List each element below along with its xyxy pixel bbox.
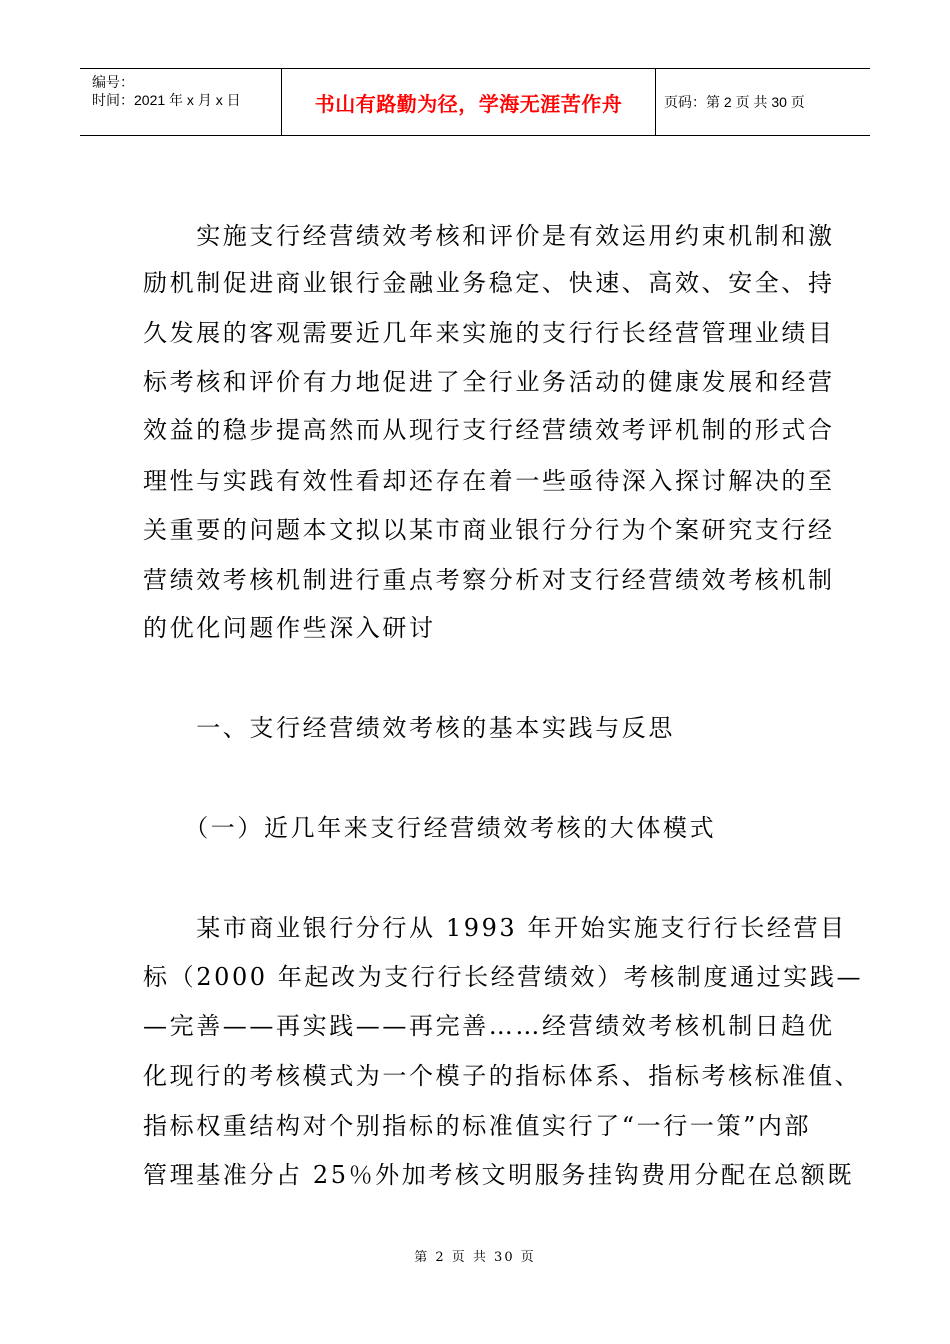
header-page-cell xyxy=(656,69,870,135)
header-motto-cell xyxy=(282,69,656,135)
paragraph-line: —完善——再实践——再完善……经营绩效考核机制日趋优 xyxy=(143,1012,835,1040)
paragraph-line: 效益的稳步提高然而从现行支行经营绩效考评机制的形式合 xyxy=(143,416,835,444)
document-number: 编号： xyxy=(92,74,134,90)
paragraph-line: 理性与实践有效性看却还存在着一些亟待深入探讨解决的至 xyxy=(143,467,835,495)
header-page-number: 页码：第 2 页 共 30 页 xyxy=(664,94,805,110)
page-footer: 第 2 页 共 30 页 xyxy=(414,1250,536,1265)
paragraph-line: 管理基准分占 25％外加考核文明服务挂钩费用分配在总额既 xyxy=(143,1161,854,1189)
section-heading: 一、支行经营绩效考核的基本实践与反思 xyxy=(143,714,675,742)
header-meta-cell xyxy=(80,69,282,135)
paragraph-line: 营绩效考核机制进行重点考察分析对支行经营绩效考核机制 xyxy=(143,566,835,594)
paragraph-line: 久发展的客观需要近几年来实施的支行行长经营管理业绩目 xyxy=(143,319,835,347)
paragraph-line: 某市商业银行分行从 1993 年开始实施支行行长经营目 xyxy=(143,914,847,942)
header-motto: 书山有路勤为径，学海无涯苦作舟 xyxy=(314,91,623,116)
paragraph-line: 指标权重结构对个别指标的标准值实行了“一行一策”内部 xyxy=(143,1112,812,1140)
subsection-heading: （一）近几年来支行经营绩效考核的大体模式 xyxy=(143,814,717,842)
paragraph-line: 化现行的考核模式为一个模子的指标体系、指标考核标准值、 xyxy=(143,1062,862,1090)
document-header xyxy=(80,68,870,136)
document-date: 时间：2021 年 x 月 x 日 xyxy=(92,92,241,108)
paragraph-line: 实施支行经营绩效考核和评价是有效运用约束机制和激 xyxy=(143,222,835,250)
paragraph-line: 标（2000 年起改为支行行长经营绩效）考核制度通过实践— xyxy=(143,963,864,991)
paragraph-line: 的优化问题作些深入研讨 xyxy=(143,614,436,642)
paragraph-line: 标考核和评价有力地促进了全行业务活动的健康发展和经营 xyxy=(143,368,835,396)
paragraph-line: 关重要的问题本文拟以某市商业银行分行为个案研究支行经 xyxy=(143,516,835,544)
paragraph-line: 励机制促进商业银行金融业务稳定、快速、高效、安全、持 xyxy=(143,269,835,297)
